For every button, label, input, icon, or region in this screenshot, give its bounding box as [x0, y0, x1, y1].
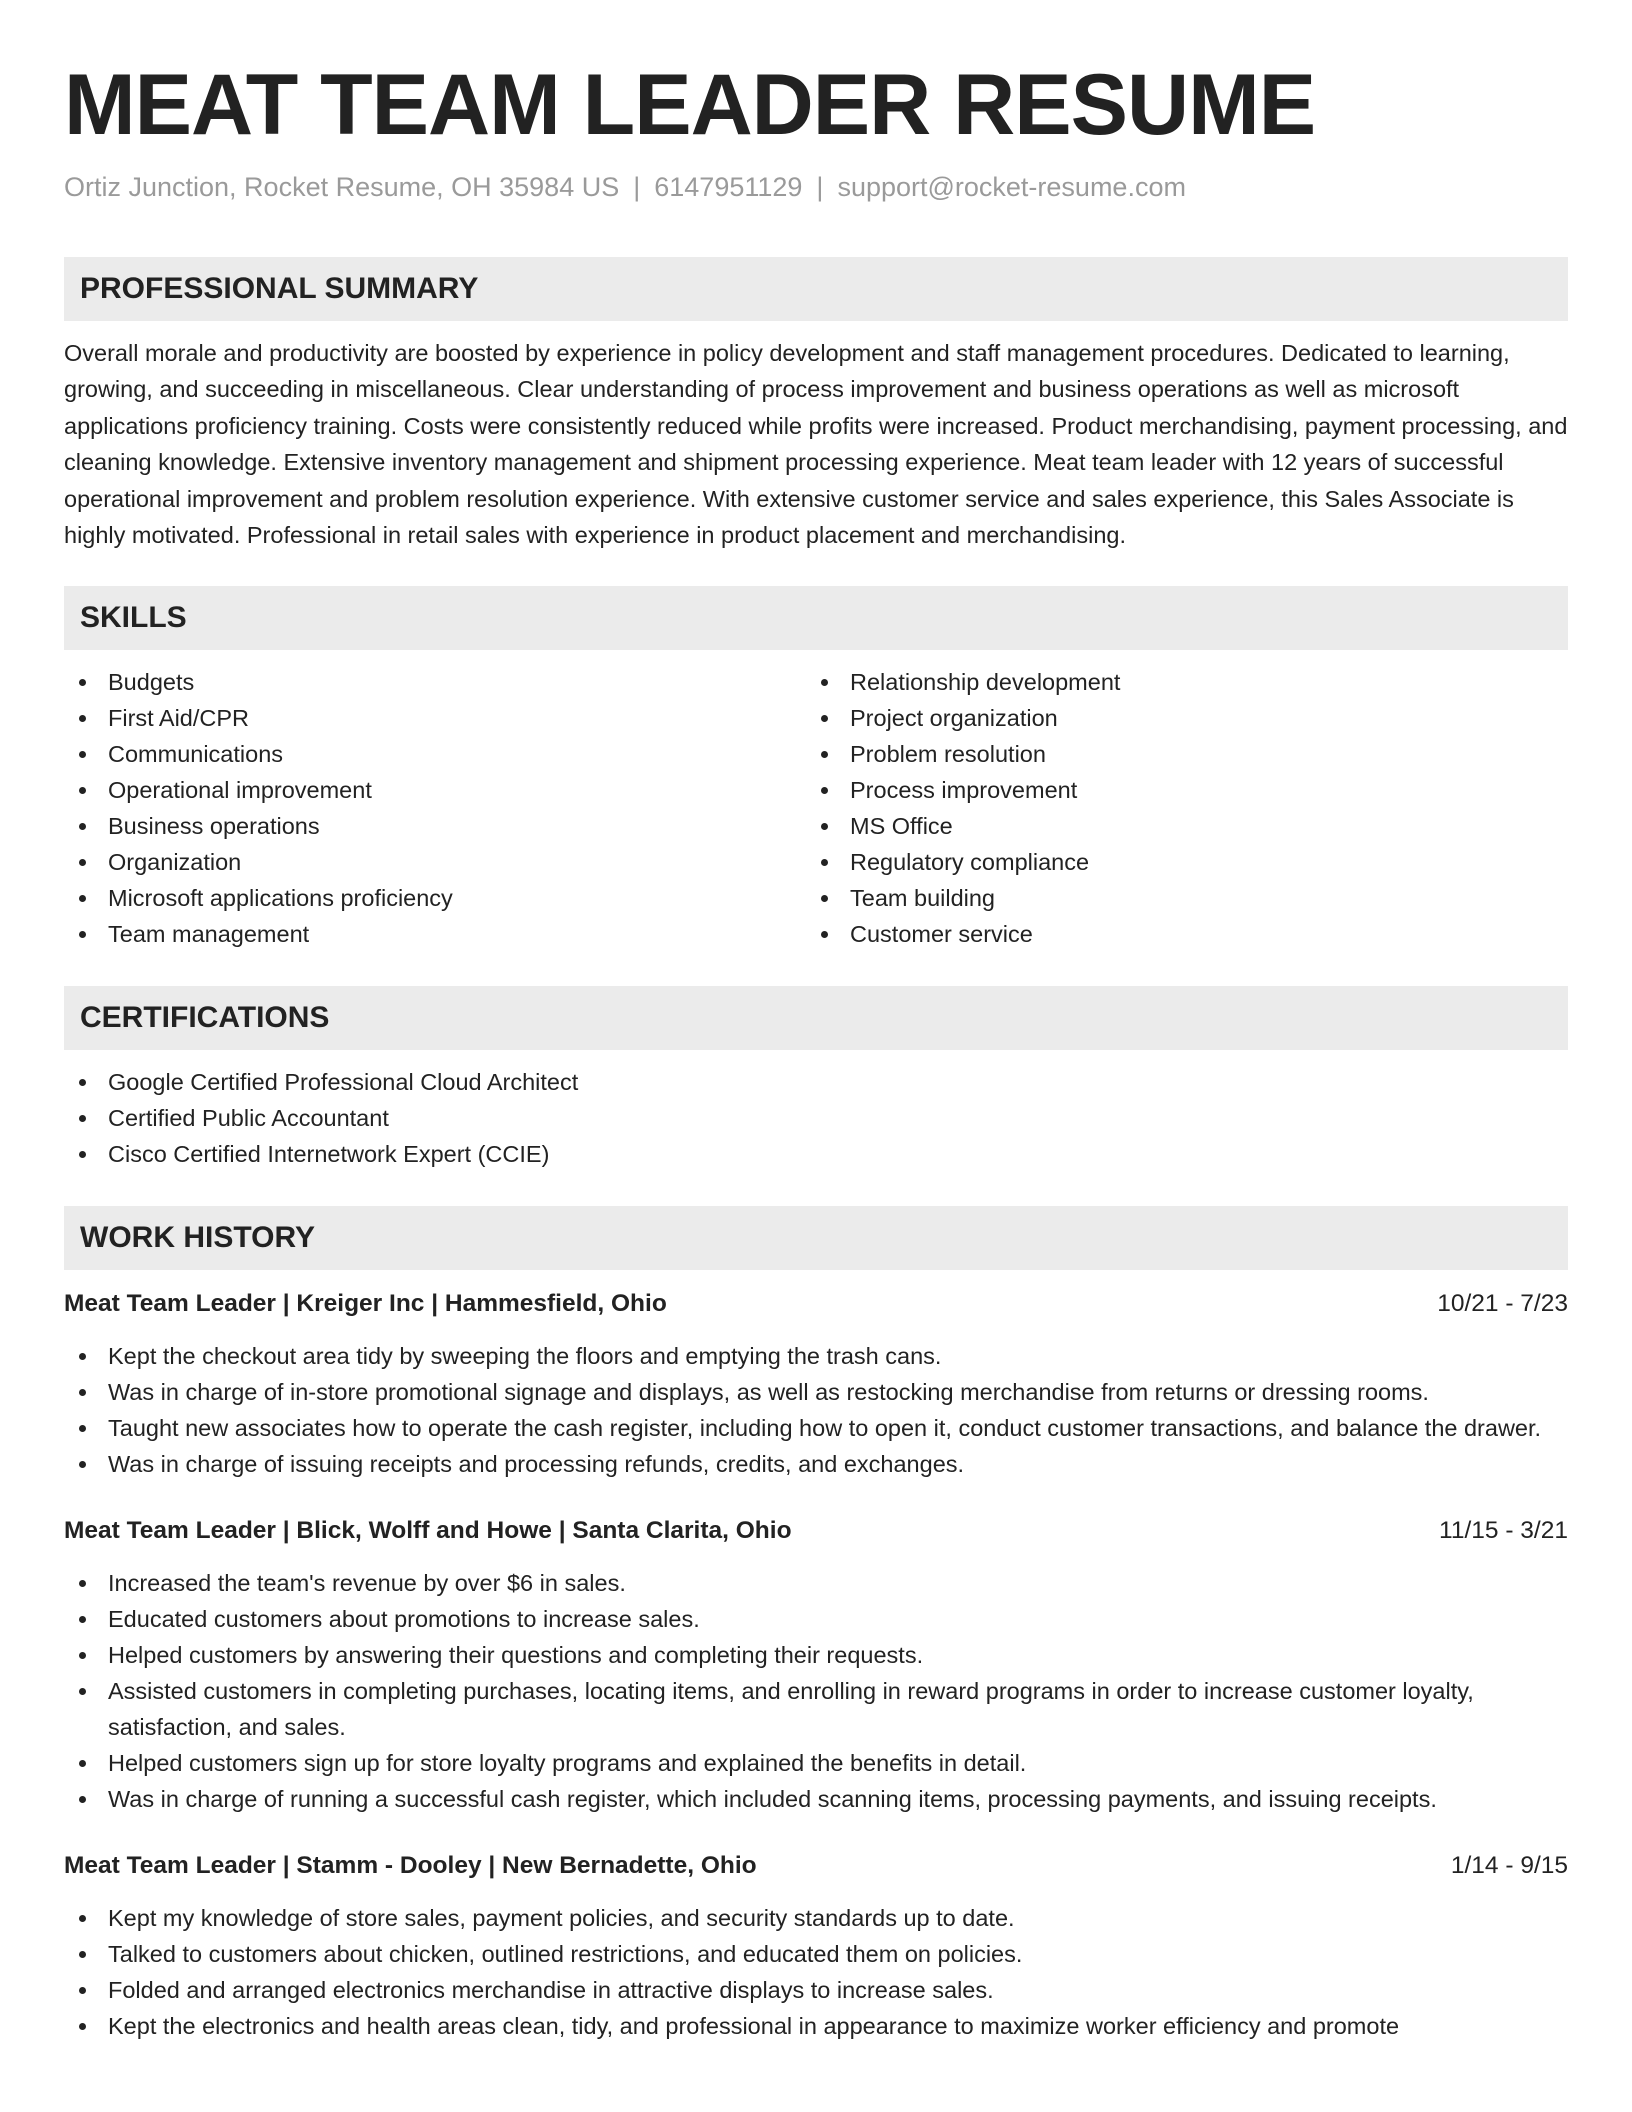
contact-address: Ortiz Junction, Rocket Resume, OH 35984 US — [64, 172, 620, 202]
bullet-icon — [79, 1987, 86, 1994]
certification-item: Certified Public Accountant — [64, 1100, 1568, 1136]
bullet-icon — [79, 2023, 86, 2030]
bullet-icon — [79, 1151, 86, 1158]
job-title: Meat Team Leader | Blick, Wolff and Howe | Santa Clarita, Ohio — [64, 1517, 792, 1545]
contact-separator: | — [633, 172, 641, 202]
bullet-icon — [79, 1915, 86, 1922]
bullet-icon — [79, 823, 86, 830]
job-duty: Assisted customers in completing purchases, locating items, and enrolling in reward programs in order to increase customer loyalty, satisfaction, and sales. — [64, 1673, 1568, 1745]
job-title: Meat Team Leader | Stamm - Dooley | New Bernadette, Ohio — [64, 1852, 757, 1880]
bullet-icon — [79, 751, 86, 758]
bullet-icon — [79, 1079, 86, 1086]
bullet-icon — [79, 1115, 86, 1122]
job-entry — [64, 1514, 1568, 1817]
job-duty: Kept my knowledge of store sales, payment policies, and security standards up to date. — [64, 1900, 1568, 1936]
job-duty: Kept the electronics and health areas clean, tidy, and professional in appearance to maximize worker efficiency and promote — [64, 2008, 1568, 2044]
bullet-icon — [821, 895, 828, 902]
skill-item: Relationship development — [806, 664, 1548, 700]
job-header — [64, 1849, 1568, 1883]
skill-item: MS Office — [806, 808, 1548, 844]
skills-column-left — [64, 664, 806, 952]
contact-email: support@rocket-resume.com — [837, 172, 1186, 202]
job-duty: Helped customers sign up for store loyalty programs and explained the benefits in detail. — [64, 1745, 1568, 1781]
bullet-icon — [79, 931, 86, 938]
contact-phone: 6147951129 — [654, 172, 803, 202]
job-title: Meat Team Leader | Kreiger Inc | Hammesfield, Ohio — [64, 1290, 667, 1318]
summary-text: Overall morale and productivity are boosted by experience in policy development and staff management procedures. Dedicated to learning, growing, and succeeding in miscellaneous. Clear understanding of process improvement and business operations as well as microsoft applications proficiency training. Costs were consistently reduced while profits were increased. Product merchandising, payment processing, and cleaning knowledge. Extensive inventory management and shipment processing experience. Meat team leader with 12 years of successful operational improvement and problem resolution experience. With extensive customer service and sales experience, this Sales Associate is highly motivated. Professional in retail sales with experience in product placement and merchandising. — [64, 340, 1568, 549]
bullet-icon — [79, 1461, 86, 1468]
skill-item: Operational improvement — [64, 772, 806, 808]
summary-heading: PROFESSIONAL SUMMARY — [64, 257, 1568, 321]
contact-line — [64, 170, 1568, 204]
certifications-list — [64, 1064, 1568, 1172]
bullet-icon — [821, 823, 828, 830]
job-duty: Was in charge of issuing receipts and processing refunds, credits, and exchanges. — [64, 1446, 1568, 1482]
skill-item: Customer service — [806, 916, 1548, 952]
job-dates: 10/21 - 7/23 — [1437, 1290, 1568, 1318]
job-duty: Educated customers about promotions to increase sales. — [64, 1601, 1568, 1637]
job-duties — [64, 1900, 1568, 2044]
bullet-icon — [79, 715, 86, 722]
job-header — [64, 1514, 1568, 1548]
job-duty: Taught new associates how to operate the cash register, including how to open it, conduct customer transactions, and balance the drawer. — [64, 1410, 1568, 1446]
resume-title: MEAT TEAM LEADER RESUME — [64, 57, 1316, 153]
job-entry — [64, 1849, 1568, 2044]
skill-item: Project organization — [806, 700, 1548, 736]
job-dates: 1/14 - 9/15 — [1450, 1852, 1568, 1880]
skill-item: First Aid/CPR — [64, 700, 806, 736]
bullet-icon — [79, 1760, 86, 1767]
work-history-heading: WORK HISTORY — [64, 1206, 1568, 1270]
contact-separator: | — [816, 172, 824, 202]
skills-list — [64, 664, 1568, 952]
skill-item: Organization — [64, 844, 806, 880]
bullet-icon — [79, 787, 86, 794]
job-duty: Kept the checkout area tidy by sweeping the floors and emptying the trash cans. — [64, 1338, 1568, 1374]
bullet-icon — [79, 1389, 86, 1396]
bullet-icon — [79, 679, 86, 686]
bullet-icon — [79, 1652, 86, 1659]
job-duty: Increased the team's revenue by over $6 in sales. — [64, 1565, 1568, 1601]
job-duty: Folded and arranged electronics merchandise in attractive displays to increase sales. — [64, 1972, 1568, 2008]
bullet-icon — [79, 895, 86, 902]
bullet-icon — [821, 715, 828, 722]
bullet-icon — [79, 1688, 86, 1695]
job-duty: Helped customers by answering their questions and completing their requests. — [64, 1637, 1568, 1673]
bullet-icon — [79, 1425, 86, 1432]
bullet-icon — [79, 1580, 86, 1587]
bullet-icon — [79, 1353, 86, 1360]
skill-item: Team management — [64, 916, 806, 952]
job-dates: 11/15 - 3/21 — [1439, 1517, 1568, 1545]
skill-item: Problem resolution — [806, 736, 1548, 772]
job-duty: Was in charge of running a successful cash register, which included scanning items, processing payments, and issuing receipts. — [64, 1781, 1568, 1817]
bullet-icon — [821, 679, 828, 686]
skill-item: Budgets — [64, 664, 806, 700]
bullet-icon — [79, 859, 86, 866]
job-header — [64, 1287, 1568, 1321]
skill-item: Business operations — [64, 808, 806, 844]
skill-item: Process improvement — [806, 772, 1548, 808]
job-duties — [64, 1565, 1568, 1817]
bullet-icon — [821, 751, 828, 758]
job-duty: Was in charge of in-store promotional signage and displays, as well as restocking merchandise from returns or dressing rooms. — [64, 1374, 1568, 1410]
skill-item: Regulatory compliance — [806, 844, 1548, 880]
bullet-icon — [821, 931, 828, 938]
skill-item: Communications — [64, 736, 806, 772]
bullet-icon — [79, 1796, 86, 1803]
skill-item: Team building — [806, 880, 1548, 916]
skill-item: Microsoft applications proficiency — [64, 880, 806, 916]
bullet-icon — [79, 1951, 86, 1958]
job-entry — [64, 1287, 1568, 1482]
skills-heading: SKILLS — [64, 586, 1568, 650]
certification-item: Google Certified Professional Cloud Architect — [64, 1064, 1568, 1100]
bullet-icon — [821, 787, 828, 794]
skills-column-right — [806, 664, 1548, 952]
job-duties — [64, 1338, 1568, 1482]
certification-item: Cisco Certified Internetwork Expert (CCIE) — [64, 1136, 1568, 1172]
resume-page — [64, 0, 1568, 2044]
job-duty: Talked to customers about chicken, outlined restrictions, and educated them on policies. — [64, 1936, 1568, 1972]
bullet-icon — [79, 1616, 86, 1623]
certifications-heading: CERTIFICATIONS — [64, 986, 1568, 1050]
bullet-icon — [821, 859, 828, 866]
